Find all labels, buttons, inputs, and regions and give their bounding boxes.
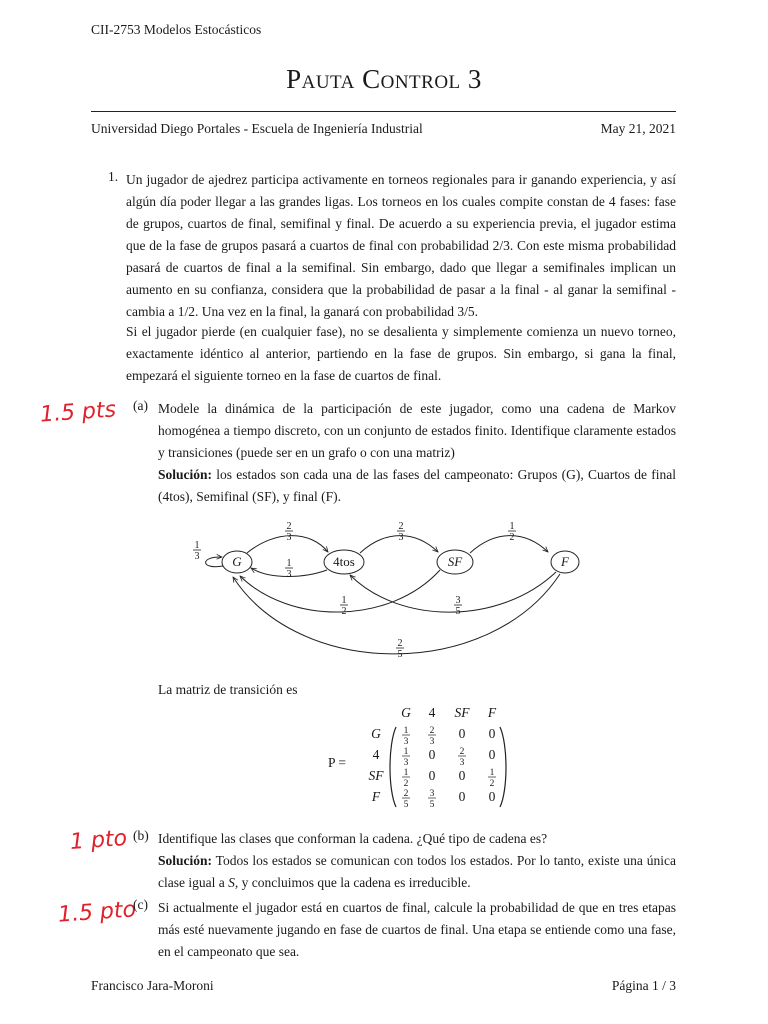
frac-den: 3	[194, 551, 200, 562]
cell-zero: 0	[458, 726, 466, 741]
cell-zero: 0	[428, 768, 436, 783]
solution-text-end: , y concluimos que la cadena es irreducible.	[234, 875, 471, 890]
frac-num: 2	[397, 638, 403, 649]
cell-den: 3	[403, 737, 409, 747]
handwritten-score-c: 1.5 pto	[57, 897, 137, 928]
frac-den: 3	[286, 569, 292, 580]
cell-zero: 0	[458, 789, 466, 804]
cell-num: 1	[403, 726, 409, 736]
node-4tos-label: 4tos	[333, 554, 355, 569]
frac-num: 1	[194, 540, 200, 551]
frac-den: 5	[397, 649, 403, 660]
matrix-col-header: G	[401, 705, 411, 720]
footer-author: Francisco Jara-Moroni	[91, 978, 214, 993]
matrix-row-header: SF	[368, 768, 384, 783]
question-number: 1.	[108, 169, 119, 184]
part-c-label: (c)	[133, 897, 148, 912]
cell-zero: 0	[488, 789, 496, 804]
cell-num: 1	[489, 768, 495, 778]
matrix-row-header: G	[371, 726, 381, 741]
matrix-intro: La matriz de transición es	[158, 682, 298, 697]
cell-zero: 0	[458, 768, 466, 783]
frac-num: 2	[398, 521, 404, 532]
cell-num: 2	[459, 747, 465, 757]
cell-den: 5	[429, 800, 435, 810]
cell-num: 2	[429, 726, 435, 736]
cell-den: 2	[403, 779, 409, 789]
question-statement: Un jugador de ajedrez participa activamente en torneos regionales para ir ganando experiencia, y así algún día poder llegar a las grandes ligas. Los torneos en los cuales compite constan de 4 fases: fase de grupos, cuartos de final, semifinal y final. De acuerdo a su experiencia previa, el jugador estima que de la fase de grupos pasará a cuartos de final con probabilidad 2/3. Con este misma probabilidad pasará de cuartos de final a la semifinal. Sin embargo, dado que llegar a semifinales implican un aumento en su confianza, considera que la probabilidad de pasar a la final - al ganar la semifinal - cambia a 1/2. Una vez en la final, la ganará con probabilidad 3/5.	[126, 172, 676, 319]
handwritten-score-b: 1 pto	[69, 826, 128, 855]
node-G-label: G	[232, 554, 242, 569]
footer-page: Página 1 / 3	[611, 978, 676, 993]
cell-num: 3	[429, 789, 435, 799]
matrix-row-header: 4	[372, 747, 380, 762]
matrix-name: P =	[328, 755, 346, 770]
affiliation: Universidad Diego Portales - Escuela de Ingeniería Industrial	[91, 121, 423, 136]
cell-zero: 0	[488, 747, 496, 762]
part-c-text: Si actualmente el jugador está en cuartos de final, calcule la probabilidad de que en tres etapas más esté nuevamente jugando en fase de cuartos de final. Una etapa se entiende como una fase, en el campeonato que sea.	[158, 900, 676, 959]
set-symbol: S	[228, 875, 235, 890]
frac-den: 3	[286, 532, 292, 543]
matrix-row-header: F	[371, 789, 381, 804]
cell-num: 1	[403, 747, 409, 757]
cell-zero: 0	[428, 747, 436, 762]
part-b-solution	[158, 850, 676, 894]
cell-num: 2	[403, 789, 409, 799]
cell-den: 3	[459, 758, 465, 768]
node-F-label: F	[561, 554, 569, 569]
matrix-col-header: 4	[428, 705, 436, 720]
node-SF-label: SF	[447, 554, 463, 569]
frac-den: 3	[398, 532, 404, 543]
solution-text: los estados son cada una de las fases del campeonato: Grupos (G), Cuartos de final (4tos), Semifinal (SF), y final (F).	[158, 467, 676, 504]
cell-num: 1	[403, 768, 409, 778]
cell-den: 2	[489, 779, 495, 789]
frac-den: 2	[509, 532, 515, 543]
frac-num: 1	[286, 558, 292, 569]
part-a-text: Modele la dinámica de la participación de este jugador, como una cadena de Markov homogénea a tiempo discreto, con un conjunto de estados finito. Identifique claramente estados y transiciones (puede ser en un grafo o con una matriz)	[158, 401, 676, 460]
handwritten-score-a: 1.5 pts	[39, 397, 117, 428]
course-header: CII-2753 Modelos Estocásticos	[91, 22, 262, 37]
cell-den: 3	[429, 737, 435, 747]
part-a-label: (a)	[133, 398, 148, 413]
frac-den: 2	[341, 606, 347, 617]
part-b-label: (b)	[133, 828, 149, 843]
page-title: Pauta Control 3	[286, 64, 482, 94]
frac-num: 3	[455, 595, 461, 606]
date: May 21, 2021	[600, 121, 676, 136]
solution-label: Solución:	[158, 853, 213, 868]
frac-num: 1	[509, 521, 515, 532]
matrix-col-header: SF	[454, 705, 470, 720]
question-statement-2: Si el jugador pierde (en cualquier fase), no se desalienta y simplemente comienza un nuevo torneo, exactamente idéntico al anterior, partiendo en la fase de grupos. Sin embargo, si gana la final, empezará el siguiente torneo en la fase de cuartos de final.	[126, 324, 676, 383]
cell-den: 5	[403, 800, 409, 810]
solution-label: Solución:	[158, 467, 213, 482]
cell-den: 3	[403, 758, 409, 768]
frac-num: 2	[286, 521, 292, 532]
solution-text: Todos los estados se comunican con todos los estados. Por lo tanto, existe una única clase igual a	[158, 853, 676, 890]
frac-num: 1	[341, 595, 347, 606]
matrix-col-header: F	[487, 705, 497, 720]
cell-zero: 0	[488, 726, 496, 741]
part-b-text: Identifique las clases que conforman la cadena. ¿Qué tipo de cadena es?	[158, 831, 548, 846]
frac-den: 5	[455, 606, 461, 617]
